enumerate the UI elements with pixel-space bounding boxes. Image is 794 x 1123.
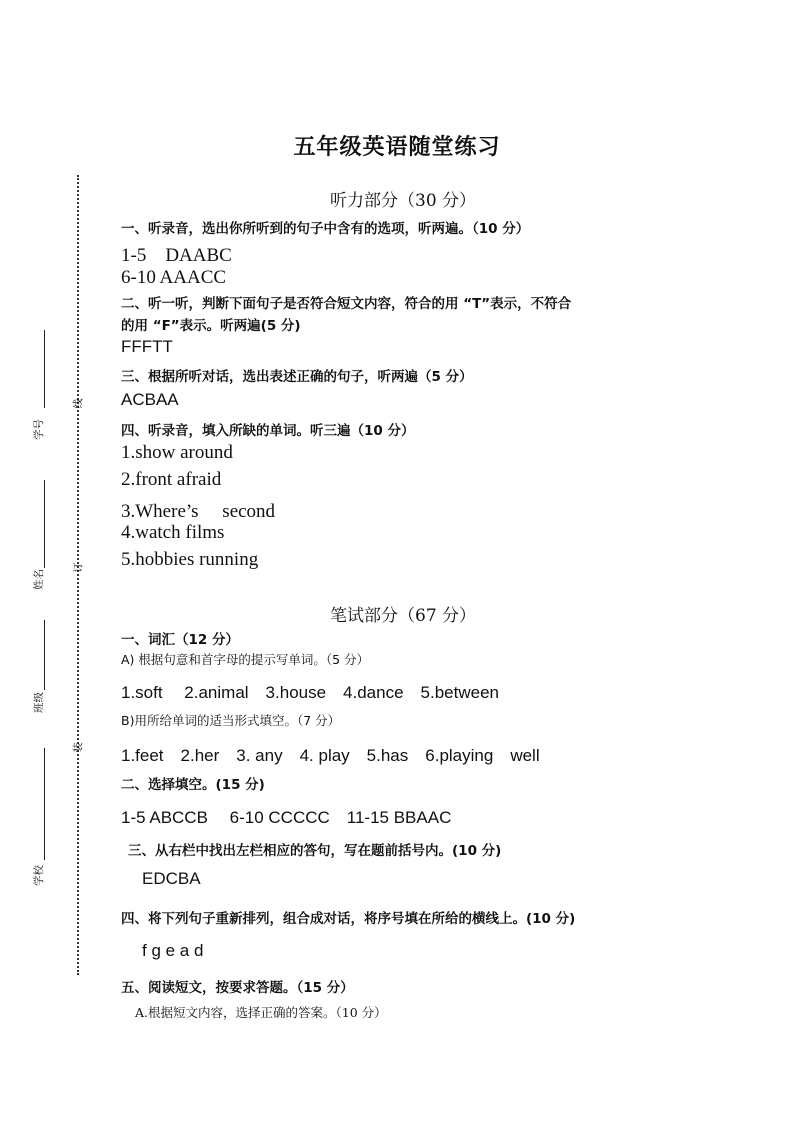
- writing-q1-part-a: A) 根据句意和首字母的提示写单词。（5 分）: [121, 652, 370, 667]
- listening-q1-answer-2: 6-10 AAACC: [121, 267, 227, 288]
- listening-q4-answer: 3.Where’s second: [121, 501, 276, 522]
- writing-q5-part-a: A.根据短文内容，选择正确的答案。（10 分）: [135, 1005, 387, 1020]
- writing-q1-part-b: B)用所给单词的适当形式填空。（7 分）: [121, 713, 341, 728]
- school-label: 学校: [33, 865, 45, 886]
- writing-q2-answer: 1-5 ABCCB 6-10 CCCCC 11-15 BBAAC: [121, 808, 452, 827]
- writing-q4-answer: f g e a d: [142, 941, 204, 960]
- writing-q1: 一、词汇（12 分）: [121, 632, 239, 648]
- student-id-line[interactable]: [44, 330, 45, 408]
- listening-q3: 三、根据所听对话，选出表述正确的句子，听两遍（5 分）: [121, 369, 473, 385]
- binding-char-xian: 线: [73, 398, 85, 409]
- writing-q3: 三、从右栏中找出左栏相应的答句，写在题前括号内。(10 分): [128, 843, 502, 859]
- listening-q2-answer: FFFTT: [121, 337, 173, 356]
- listening-q4-answer: 2.front afraid: [121, 469, 222, 490]
- listening-q4-answer: 1.show around: [121, 442, 233, 463]
- student-id-label: 学号: [33, 419, 45, 440]
- name-line[interactable]: [44, 480, 45, 568]
- binding-char-zhuang: 装: [73, 742, 85, 753]
- writing-q1-part-b-answer: 1.feet 2.her 3. any 4. play 5.has 6.playing well: [121, 746, 540, 765]
- class-label: 班级: [33, 692, 45, 713]
- listening-q3-answer: ACBAA: [121, 390, 179, 409]
- listening-q2-line2: 的用 “F”表示。听两遍(5 分): [121, 318, 301, 334]
- writing-q2: 二、选择填空。(15 分): [121, 777, 265, 793]
- listening-q4-answer: 5.hobbies running: [121, 549, 259, 570]
- name-label: 姓名: [33, 569, 45, 590]
- page-title: 五年级英语随堂练习: [293, 134, 501, 160]
- writing-q3-answer: EDCBA: [142, 869, 201, 888]
- listening-q1-answer-1: 1-5 DAABC: [121, 245, 232, 266]
- binding-char-ding: 订: [73, 562, 85, 573]
- school-line[interactable]: [44, 748, 45, 860]
- listening-heading: 听力部分（30 分）: [330, 191, 477, 211]
- class-line[interactable]: [44, 620, 45, 690]
- writing-q4: 四、将下列句子重新排列，组合成对话，将序号填在所给的横线上。(10 分): [121, 911, 576, 927]
- listening-q4: 四、听录音，填入所缺的单词。听三遍（10 分）: [121, 423, 415, 439]
- writing-heading: 笔试部分（67 分）: [330, 606, 477, 626]
- binding-dotted-line: [77, 175, 79, 975]
- listening-q4-answer: 4.watch films: [121, 522, 225, 543]
- writing-q1-part-a-answer: 1.soft 2.animal 3.house 4.dance 5.between: [121, 683, 500, 702]
- listening-q2-line1: 二、听一听，判断下面句子是否符合短文内容，符合的用 “T”表示，不符合: [121, 296, 572, 312]
- writing-q5: 五、阅读短文，按要求答题。（15 分）: [121, 980, 354, 996]
- listening-q1: 一、听录音，选出你所听到的句子中含有的选项，听两遍。（10 分）: [121, 221, 530, 237]
